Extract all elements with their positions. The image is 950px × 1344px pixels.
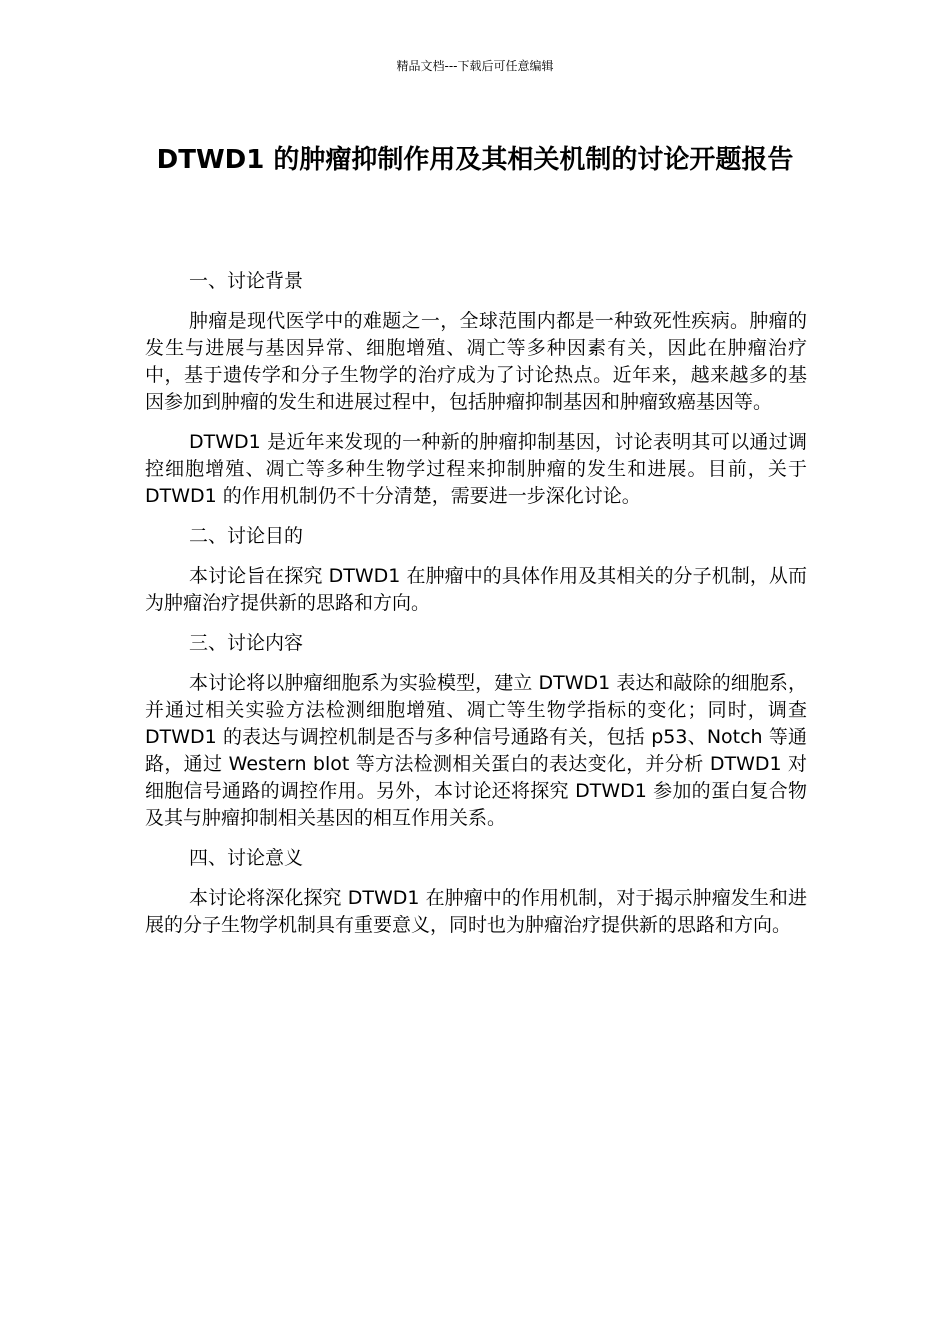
- section-heading-purpose: 二、讨论目的: [189, 525, 304, 547]
- page-title: DTWD1 的肿瘤抑制作用及其相关机制的讨论开题报告: [156, 145, 794, 175]
- paragraph: 肿瘤是现代医学中的难题之一，全球范围内都是一种致死性疾病。肿瘤的发生与进展与基因异常、细胞增殖、凋亡等多种因素有关，因此在肿瘤治疗中，基于遗传学和分子生物学的治疗成为了讨论热点。近年来，越来越多的基因参加到肿瘤的发生和进展过程中，包括肿瘤抑制基因和肿瘤致癌基因等。: [145, 310, 807, 413]
- section-heading-significance: 四、讨论意义: [189, 847, 304, 869]
- paragraph: 本讨论将以肿瘤细胞系为实验模型，建立 DTWD1 表达和敲除的细胞系，并通过相关实验方法检测细胞增殖、凋亡等生物学指标的变化；同时，调查 DTWD1 的表达与调控机制是否与多种信号通路有关，包括 p53、Notch 等通路，通过 Western blot 等方法检测相关蛋白的表达变化，并分析 DTWD1 对细胞信号通路的调控作用。另外，本讨论还将探究 DTWD1 参加的蛋白复合物及其与肿瘤抑制相关基因的相互作用关系。: [145, 672, 807, 829]
- document-body: [145, 268, 807, 952]
- header-note: 精品文档---下载后可任意编辑: [396, 59, 554, 73]
- paragraph: DTWD1 是近年来发现的一种新的肿瘤抑制基因，讨论表明其可以通过调控细胞增殖、凋亡等多种生物学过程来抑制肿瘤的发生和进展。目前，关于 DTWD1 的作用机制仍不十分清楚，需要进一步深化讨论。: [145, 431, 807, 507]
- section-heading-background: 一、讨论背景: [189, 270, 304, 292]
- paragraph: 本讨论旨在探究 DTWD1 在肿瘤中的具体作用及其相关的分子机制，从而为肿瘤治疗提供新的思路和方向。: [145, 565, 807, 614]
- section-heading-content: 三、讨论内容: [189, 632, 304, 654]
- paragraph: 本讨论将深化探究 DTWD1 在肿瘤中的作用机制，对于揭示肿瘤发生和进展的分子生物学机制具有重要意义，同时也为肿瘤治疗提供新的思路和方向。: [145, 887, 807, 936]
